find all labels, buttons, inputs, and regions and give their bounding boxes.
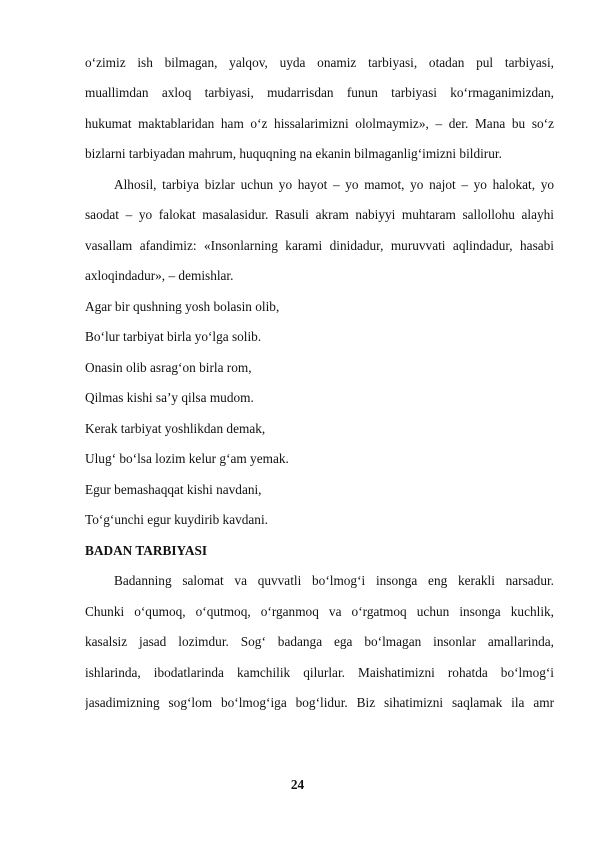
poem-line: Kerak tarbiyat yoshlikdan demak, <box>85 421 266 436</box>
paragraph-line: ishlarinda, ibodatlarinda kamchilik qilurlar. Maishatimizni rohatda bo‘lmog‘i <box>85 665 554 680</box>
paragraph-line: jasadimizning sog‘lom bo‘lmog‘iga bog‘lidur. Biz sihatimizni saqlamak ila amr <box>85 695 554 710</box>
paragraph-line: o‘zimiz ish bilmagan, yalqov, uyda onamiz tarbiyasi, otadan pul tarbiyasi, <box>85 55 554 70</box>
paragraph-line: Chunki o‘qumoq, o‘qutmoq, o‘rganmoq va o‘rgatmoq uchun insonga kuchlik, <box>85 604 554 619</box>
poem-line: Egur bemashaqqat kishi navdani, <box>85 482 262 497</box>
poem-line: Ulug‘ bo‘lsa lozim kelur g‘am yemak. <box>85 451 289 466</box>
paragraph-line: bizlarni tarbiyadan mahrum, huquqning na ekanin bilmaganlig‘imizni bildirur. <box>85 146 502 161</box>
paragraph-line: Badanning salomat va quvvatli bo‘lmog‘i insonga eng kerakli narsadur. <box>114 573 554 588</box>
paragraph-line: kasalsiz jasad lozimdur. Sog‘ badanga ega bo‘lmagan insonlar amallarinda, <box>85 634 554 649</box>
poem-line: Agar bir qushning yosh bolasin olib, <box>85 299 280 314</box>
paragraph-line: Alhosil, tarbiya bizlar uchun yo hayot – yo mamot, yo najot – yo halokat, yo <box>114 177 554 192</box>
page-number: 24 <box>290 777 305 792</box>
section-heading: BADAN TARBIYASI <box>85 543 208 558</box>
paragraph-line: saodat – yo falokat masalasidur. Rasuli akram nabiyyi muhtaram sallollohu alayhi <box>85 207 554 222</box>
paragraph-line: axloqindadur», – demishlar. <box>85 268 234 283</box>
poem-line: To‘g‘unchi egur kuydirib kavdani. <box>85 512 268 527</box>
paragraph-line: hukumat maktablaridan ham o‘z hissalarimizni ololmaymiz», – der. Mana bu so‘z <box>85 116 554 131</box>
poem-line: Bo‘lur tarbiyat birla yo‘lga solib. <box>85 329 262 344</box>
paragraph-line: muallimdan axloq tarbiyasi, mudarrisdan funun tarbiyasi ko‘rmaganimizdan, <box>85 85 554 100</box>
poem-line: Qilmas kishi sa’y qilsa mudom. <box>85 390 254 405</box>
paragraph-line: vasallam afandimiz: «Insonlarning karami dinidadur, muruvvati aqlindadur, hasabi <box>85 238 554 253</box>
poem-line: Onasin olib asrag‘on birla rom, <box>85 360 252 375</box>
